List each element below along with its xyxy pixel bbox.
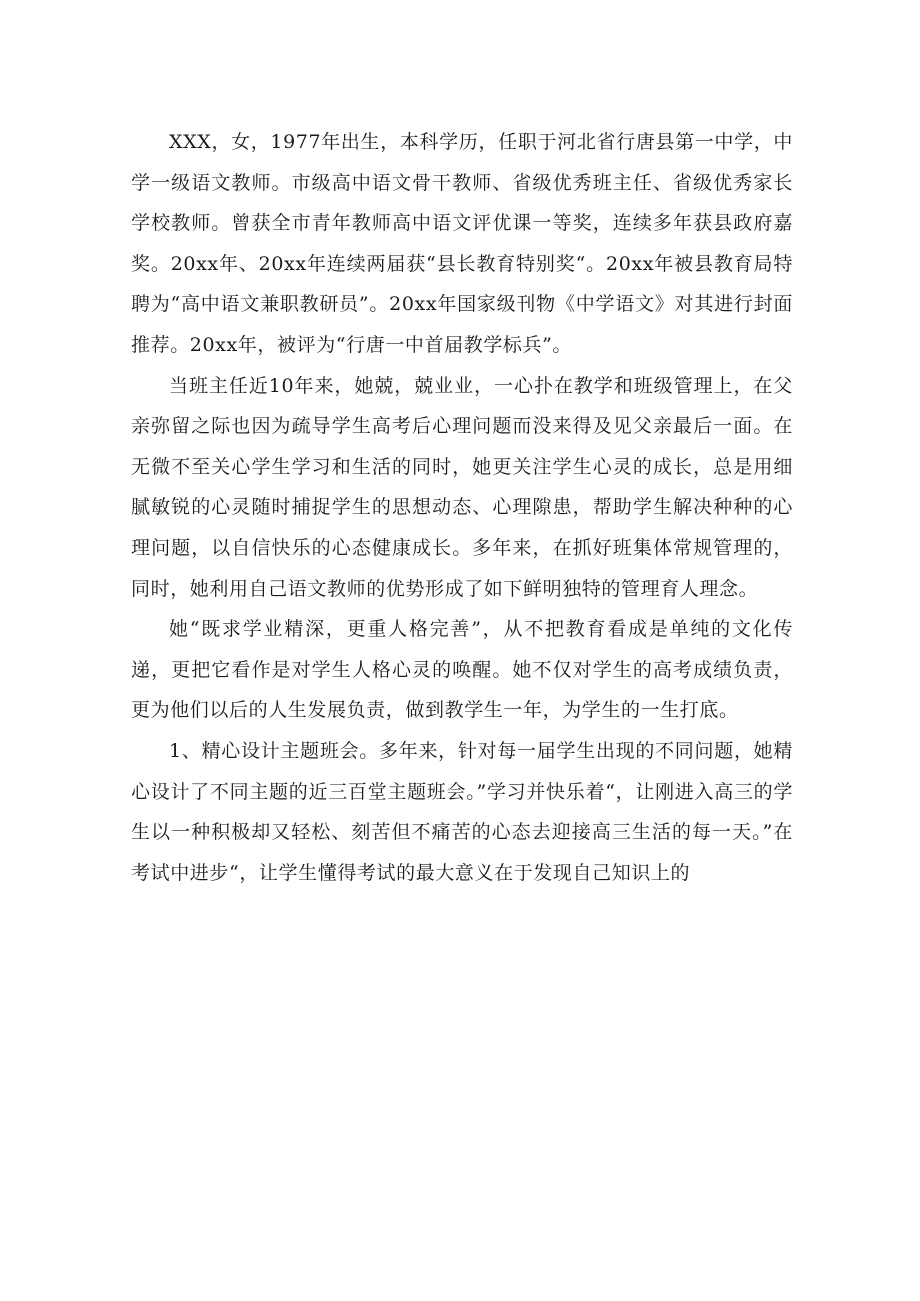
paragraph-profile: XXX，女，1977年出生，本科学历，任职于河北省行唐县第一中学，中学一级语文教师。市级高中语文骨干教师、省级优秀班主任、省级优秀家长学校教师。曾获全市青年教师高中语文评优课一等奖，连续多年获县政府嘉奖。20xx年、20xx年连续两届获“县长教育特别奖“。20xx年被县教育局特聘为“高中语文兼职教研员”。20xx年国家级刊物《中学语文》对其进行封面推荐。20xx年，被评为“行唐一中首届教学标兵”。 — [131, 131, 793, 356]
paragraph-education-philosophy: 她“既求学业精深，更重人格完善”，从不把教育看成是单纯的文化传递，更把它看作是对学生人格心灵的唤醒。她不仅对学生的高考成绩负责，更为他们以后的人生发展负责，做到教学生一年，为学生的一生打底。 — [131, 618, 793, 722]
paragraph-class-teacher: 当班主任近10年来，她兢，兢业业，一心扑在教学和班级管理上，在父亲弥留之际也因为疏导学生高考后心理问题而没来得及见父亲最后一面。在无微不至关心学生学习和生活的同时，她更关注学生心灵的成长，总是用细腻敏锐的心灵随时捕捉学生的思想动态、心理隙患，帮助学生解决种种的心理问题，以自信快乐的心态健康成长。多年来，在抓好班集体常规管理的，同时，她利用自己语文教师的优势形成了如下鲜明独特的管理育人理念。 — [131, 374, 793, 600]
document-body — [131, 122, 793, 893]
paragraph-theme-class-meetings: 1、精心设计主题班会。多年来，针对每一届学生出现的不同问题，她精心设计了不同主题的近三百堂主题班会。”学习并快乐着“，让刚进入高三的学生以一种积极却又轻松、刻苦但不痛苦的心态去迎接高三生活的每一天。”在考试中进步“，让学生懂得考试的最大意义在于发现自己知识上的 — [131, 739, 793, 884]
